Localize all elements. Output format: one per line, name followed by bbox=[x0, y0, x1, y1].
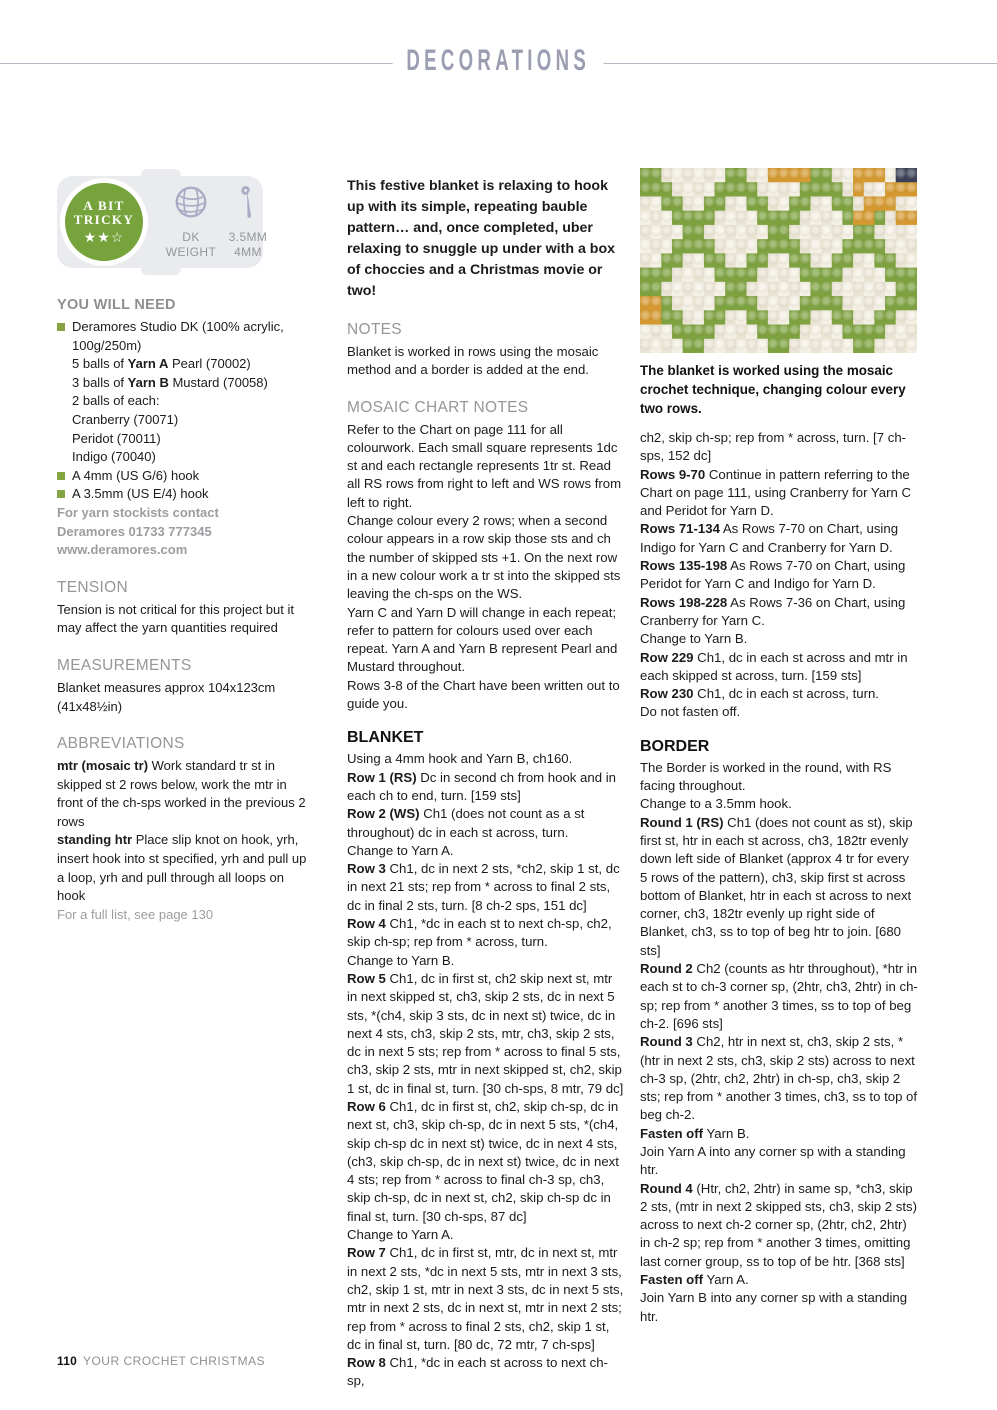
footer-magazine-title: YOUR CROCHET CHRISTMAS bbox=[82, 1354, 266, 1368]
text: Ch1, *dc in each st across to next ch-sp, bbox=[347, 1355, 608, 1389]
bold-text: Round 1 (RS) bbox=[640, 814, 724, 830]
bold-text: Row 1 (RS) bbox=[347, 769, 417, 785]
bold-text: Rows 198-228 bbox=[640, 594, 728, 610]
bold-text: Deramores 01733 777345 bbox=[57, 523, 212, 539]
paragraph bbox=[347, 915, 625, 952]
page-footer bbox=[57, 1354, 265, 1368]
text: Rows 3-8 of the Chart have been written out to guide you. bbox=[347, 677, 620, 712]
text: Ch1, dc in each st across and mtr in each skipped st across, turn. [159 sts] bbox=[640, 649, 908, 683]
text: Using a 4mm hook and Yarn B, ch160. bbox=[347, 751, 573, 767]
header bbox=[0, 44, 997, 78]
photo-caption: The blanket is worked using the mosaic crochet technique, changing colour every two rows. bbox=[640, 363, 906, 417]
paragraph bbox=[57, 541, 309, 560]
text: As Rows 7-70 on Chart, using Peridot for Yarn C and Indigo for Yarn D. bbox=[640, 558, 906, 592]
text: 2 balls of each: bbox=[72, 393, 160, 409]
paragraph bbox=[57, 679, 309, 716]
paragraph bbox=[640, 557, 918, 594]
paragraph bbox=[57, 906, 309, 925]
paragraph bbox=[640, 1143, 918, 1180]
list-item bbox=[57, 485, 309, 504]
paragraph bbox=[640, 1180, 918, 1271]
paragraph bbox=[640, 960, 918, 1033]
text: Change to Yarn B. bbox=[347, 952, 455, 968]
bold-text: Round 2 bbox=[640, 961, 693, 977]
bold-text: Round 3 bbox=[640, 1034, 693, 1050]
text: Change to a 3.5mm hook. bbox=[640, 796, 792, 812]
text: Pearl (70002) bbox=[168, 356, 251, 372]
paragraph bbox=[57, 504, 309, 523]
green-square-bullet bbox=[57, 472, 65, 480]
hook-size-line2: 4MM bbox=[234, 244, 262, 259]
paragraph bbox=[640, 814, 918, 960]
bold-text: Rows 135-198 bbox=[640, 558, 728, 574]
text: Deramores Studio DK (100% acrylic, 100g/250m) bbox=[72, 319, 284, 353]
paragraph bbox=[640, 594, 918, 631]
text: Indigo (70040) bbox=[72, 449, 156, 465]
text: Ch1 (does not count as a st throughout) dc in each st across, turn. bbox=[347, 806, 585, 840]
paragraph bbox=[347, 1244, 625, 1354]
text: Yarn C and Yarn D will change in each repeat; refer to pattern for colours used over each repeat. Yarn A and Yarn B represent Pearl and Mustard throughout. bbox=[347, 604, 618, 675]
left-column bbox=[57, 297, 309, 924]
bold-text: Fasten off bbox=[640, 1125, 704, 1141]
paragraph bbox=[347, 952, 625, 970]
paragraph bbox=[347, 604, 625, 677]
text: Change to Yarn A. bbox=[347, 842, 454, 858]
text: A 4mm (US G/6) hook bbox=[72, 467, 200, 483]
bold-text: Row 230 bbox=[640, 686, 694, 702]
paragraph bbox=[640, 1289, 918, 1326]
yarn-weight-badge bbox=[160, 184, 222, 259]
text: Yarn B. bbox=[703, 1125, 750, 1141]
paragraph bbox=[347, 343, 625, 380]
crochet-hook-icon bbox=[237, 209, 259, 226]
text: Ch1, dc in each st across, turn. bbox=[693, 686, 879, 702]
green-square-bullet bbox=[57, 490, 65, 498]
bold-text: Row 8 bbox=[347, 1355, 386, 1371]
difficulty-circle bbox=[60, 178, 148, 266]
green-square-bullet bbox=[57, 323, 65, 331]
text: 5 balls of bbox=[72, 356, 128, 372]
difficulty-label-line1: A BIT bbox=[83, 198, 125, 213]
text: Change to Yarn B. bbox=[640, 631, 748, 647]
hook-size-badge bbox=[217, 184, 279, 259]
text: 3 balls of bbox=[72, 374, 128, 390]
blanket-photo bbox=[640, 168, 917, 353]
right-column bbox=[640, 429, 918, 1326]
paragraph bbox=[640, 759, 918, 796]
text: This festive blanket is relaxing to hook up with its simple, repeating bauble pattern… and, once completed, uber relaxing to snuggle up under with a box of choccies and a Christmas movie or two! bbox=[347, 178, 616, 299]
paragraph bbox=[347, 1226, 625, 1244]
paragraph bbox=[347, 1098, 625, 1226]
paragraph bbox=[347, 970, 625, 1098]
list-item-continuation bbox=[57, 448, 309, 467]
text: Change colour every 2 rows; when a second colour appears in a row skip those sts and ch the number of skipped sts +1. On the next row in a new colour work a tr st into the skipped sts leaving the ch-sps on the WS. bbox=[347, 513, 621, 602]
heading-mosaic-chart-notes: MOSAIC CHART NOTES bbox=[347, 398, 529, 416]
paragraph bbox=[347, 842, 625, 860]
text: Ch1, dc in next 2 sts, *ch2, skip 1 st, dc in next 21 sts; rep from * across to final 2 sts, dc in final 2 sts, turn. [8 ch-2 sps, 151 dc] bbox=[347, 861, 620, 913]
bold-text: Yarn A bbox=[127, 356, 169, 372]
text: Ch2, htr in next st, ch3, skip 2 sts, *(htr in next 2 sts, ch3, skip 2 sts) across to next ch-3 sp, (2htr, ch2, 2htr) in ch-sp, ch3, skip 2 sts; rep from * another 3 times, ch3, ss to top of beg ch-2. bbox=[640, 1034, 918, 1123]
text: Blanket is worked in rows using the mosaic method and a border is added at the end. bbox=[347, 344, 599, 378]
bold-text: Row 6 bbox=[347, 1098, 386, 1114]
paragraph bbox=[347, 677, 625, 714]
bold-text: Round 4 bbox=[640, 1180, 693, 1196]
heading-abbreviations: ABBREVIATIONS bbox=[57, 735, 185, 753]
intro bbox=[347, 176, 625, 302]
paragraph bbox=[640, 1271, 918, 1289]
text: Place slip knot on hook, yrh, insert hook into st specified, yrh and pull up a loop, yrh and pull through all loops on hook bbox=[57, 832, 307, 904]
paragraph bbox=[640, 1033, 918, 1124]
paragraph bbox=[640, 520, 918, 557]
hook-size-label bbox=[217, 230, 279, 259]
heading-tension: TENSION bbox=[57, 578, 128, 596]
text: Change to Yarn A. bbox=[347, 1227, 454, 1243]
difficulty-stars: ★★☆ bbox=[83, 229, 125, 245]
heading-you-will-need: YOU WILL NEED bbox=[57, 297, 176, 313]
text: Ch1, dc in first st, ch2 skip next st, mtr in next skipped st, ch3, skip 2 sts, dc in next 5 sts, *(ch4, skip 3 sts, dc in next st) twice, dc in next 4 sts, ch3, skip 2 sts, mtr, ch3, skip 2 sts, dc in next 5 sts; rep from * across to final 5 sts, ch3, skip 2 sts, mtr in next skipped st, ch2, skip 1 st, dc in final st, turn. [30 ch-sps, 8 mtr, 79 dc] bbox=[347, 970, 624, 1096]
yarn-weight-label bbox=[160, 230, 222, 259]
yarn-ball-icon bbox=[171, 209, 211, 226]
text: Ch2 (counts as htr throughout), *htr in each st to ch-3 corner sp, (2htr, ch3, 2htr) in ch-sp; rep from * another 3 times, ss to top of beg ch-2. [696 sts] bbox=[640, 961, 918, 1031]
bold-text: standing htr bbox=[57, 832, 133, 848]
heading-notes: NOTES bbox=[347, 321, 402, 338]
list-item-continuation bbox=[57, 374, 309, 393]
yarn-weight-line1: DK bbox=[182, 230, 200, 244]
paragraph bbox=[347, 805, 625, 842]
bold-text: Row 4 bbox=[347, 916, 386, 932]
text: (Htr, ch2, 2htr) in same sp, *ch3, skip 2 sts, (mtr in next 2 skipped sts, ch3, skip 2 sts) across to next ch-2 corner sp, (2htr, ch2, 2htr) in ch-2 sp; rep from * another 3 times, omitting last corner group, ss to top of be htr. [368 sts] bbox=[640, 1180, 918, 1269]
list-item-continuation bbox=[57, 392, 309, 411]
paragraph bbox=[640, 795, 918, 813]
paragraph bbox=[347, 860, 625, 915]
text: Blanket measures approx 104x123cm (41x48½in) bbox=[57, 679, 276, 714]
crochet-texture-overlay bbox=[640, 168, 917, 353]
paragraph bbox=[640, 1125, 918, 1143]
list-item-continuation bbox=[57, 411, 309, 430]
footer-page-number: 110 bbox=[57, 1354, 77, 1368]
bold-text: www.deramores.com bbox=[57, 542, 188, 558]
bold-text: Yarn B bbox=[127, 374, 169, 390]
text: Work standard tr st in skipped st 2 rows below, work the mtr in front of the ch-sps worked in the previous 2 rows bbox=[57, 758, 306, 829]
hook-size-line1: 3.5MM bbox=[228, 230, 268, 244]
paragraph bbox=[640, 630, 918, 648]
paragraph bbox=[57, 831, 309, 905]
bold-text: Row 5 bbox=[347, 970, 386, 986]
text: Do not fasten off. bbox=[640, 704, 741, 720]
difficulty-badge bbox=[57, 176, 268, 268]
text: Yarn A. bbox=[703, 1272, 749, 1288]
text: As Rows 7-70 on Chart, using Indigo for Yarn C and Cranberry for Yarn D. bbox=[640, 521, 899, 555]
list-item-continuation bbox=[57, 430, 309, 449]
text: The Border is worked in the round, with RS facing throughout. bbox=[640, 759, 892, 794]
paragraph bbox=[347, 512, 625, 603]
paragraph bbox=[640, 703, 918, 721]
paragraph bbox=[640, 685, 918, 703]
list-item-continuation bbox=[57, 355, 309, 374]
text: Dc in second ch from hook and in each ch to end, turn. [159 sts] bbox=[347, 769, 616, 803]
page-title: DECORATIONS bbox=[393, 44, 604, 78]
text: As Rows 7-36 on Chart, using Cranberry for Yarn C. bbox=[640, 594, 906, 628]
bold-text: Rows 71-134 bbox=[640, 521, 720, 537]
yarn-weight-line2: WEIGHT bbox=[165, 244, 217, 259]
heading-blanket: BLANKET bbox=[347, 729, 424, 747]
paragraph bbox=[640, 429, 918, 466]
paragraph bbox=[640, 649, 918, 686]
paragraph bbox=[347, 750, 625, 768]
bold-text: Rows 9-70 bbox=[640, 466, 706, 482]
text: Refer to the Chart on page 111 for all colourwork. Each small square represents 1dc st and each rectangle represents 1tr st. Read all RS rows from right to left and WS rows from left to right. bbox=[347, 421, 622, 510]
text: Mustard (70058) bbox=[168, 374, 268, 390]
text: Join Yarn B into any corner sp with a standing htr. bbox=[640, 1290, 908, 1324]
paragraph bbox=[347, 1354, 625, 1391]
paragraph bbox=[57, 523, 309, 542]
text: For a full list, see page 130 bbox=[57, 906, 214, 922]
bold-text: mtr (mosaic tr) bbox=[57, 758, 149, 774]
text: Ch1, dc in first st, ch2, skip ch-sp, dc in next st, ch3, skip ch-sp, dc in next 5 sts, *(ch4, skip ch-sp dc in next st) twice, dc in next 4 sts, (ch3, skip ch-sp, dc in next st) twice, dc in next 4 sts; rep from * across to final ch-3 sp, ch3, skip ch-sp, dc in next st, ch2, skip ch-sp dc in final st, turn. [30 ch-sps, 87 dc] bbox=[347, 1098, 619, 1224]
paragraph bbox=[347, 421, 625, 512]
bold-text: Row 2 (WS) bbox=[347, 806, 420, 822]
bold-text: Row 7 bbox=[347, 1245, 386, 1261]
text: Tension is not critical for this project but it may affect the yarn quantities required bbox=[57, 601, 294, 636]
middle-column bbox=[347, 176, 625, 1391]
text: Continue in pattern referring to the Chart on page 111, using Cranberry for Yarn C and Peridot for Yarn D. bbox=[640, 466, 911, 519]
text: Ch1 (does not count as st), skip first st, htr in each st across, ch3, 182tr evenly down left side of Blanket (approx 4 tr for every 5 rows of the pattern), ch3, skip first st across bottom of Blanket, htr in each st across to next corner, ch3, 182tr evenly up right side of Blanket, ch3, ss to top of beg htr to join. [680 sts] bbox=[640, 814, 913, 958]
text: Ch1, dc in first st, mtr, dc in next st, mtr in next 2 sts, *dc in next 5 sts, mtr in next 3 sts, ch2, skip 1 st, mtr in next 3 sts, dc in next 5 sts, mtr in next 2 sts, dc in next st, mtr in next 2 sts; rep from * across to final 2 sts, ch2, skip 1 st, dc in final st, turn. [80 dc, 72 mtr, 7 ch-sps] bbox=[347, 1245, 624, 1352]
paragraph bbox=[57, 757, 309, 831]
bold-text: Row 3 bbox=[347, 861, 386, 877]
bold-text: Fasten off bbox=[640, 1272, 704, 1288]
text: Cranberry (70071) bbox=[72, 411, 179, 427]
text: ch2, skip ch-sp; rep from * across, turn. [7 ch-sps, 152 dc] bbox=[640, 430, 907, 464]
paragraph bbox=[347, 769, 625, 806]
heading-border: BORDER bbox=[640, 737, 710, 755]
difficulty-label-line2: TRICKY bbox=[73, 212, 135, 227]
text: A 3.5mm (US E/4) hook bbox=[72, 486, 209, 502]
text: Ch1, *dc in each st to next ch-sp, ch2, skip ch-sp; rep from * across, turn. bbox=[347, 916, 612, 950]
text: Peridot (70011) bbox=[72, 430, 161, 446]
paragraph bbox=[57, 601, 309, 638]
text: Join Yarn A into any corner sp with a standing htr. bbox=[640, 1143, 906, 1178]
bold-text: Row 229 bbox=[640, 649, 694, 665]
list-item bbox=[57, 318, 309, 355]
bold-text: For yarn stockists contact bbox=[57, 504, 219, 520]
list-item bbox=[57, 467, 309, 486]
paragraph bbox=[640, 466, 918, 521]
heading-measurements: MEASUREMENTS bbox=[57, 656, 192, 674]
